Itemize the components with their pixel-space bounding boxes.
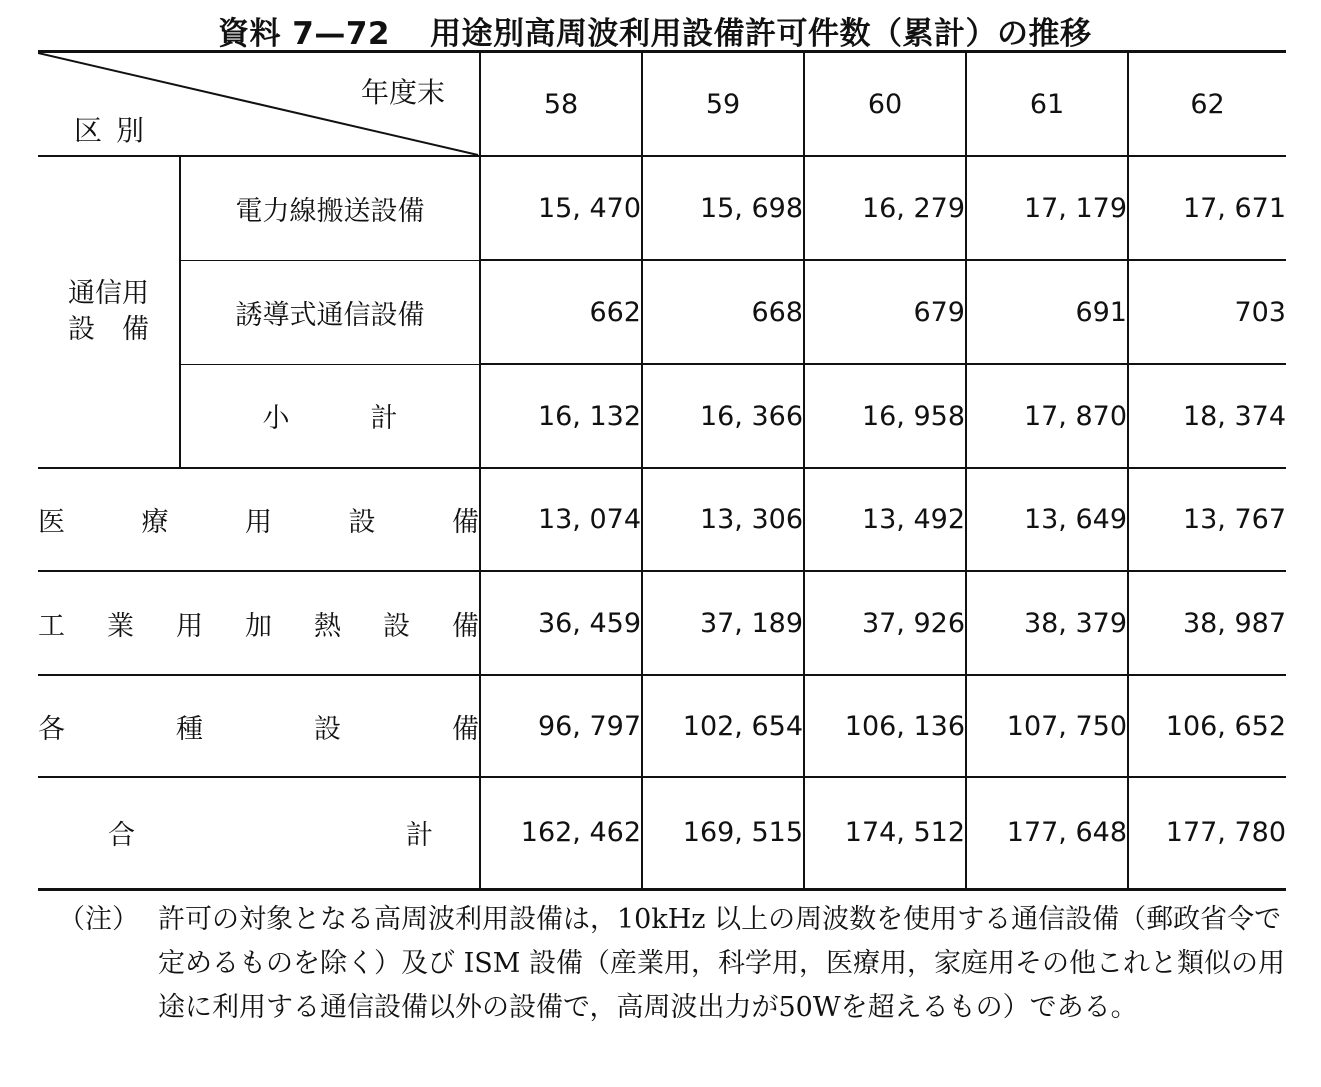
table-cell: 668 <box>642 260 804 364</box>
table-row <box>38 364 1286 468</box>
group-label-line1: 通信用 <box>68 278 149 309</box>
year-header: 60 <box>804 52 966 157</box>
row-label: 誘導式通信設備 <box>180 260 480 364</box>
table-cell: 16, 366 <box>642 364 804 468</box>
table-cell: 16, 279 <box>804 156 966 260</box>
table-cell: 17, 870 <box>966 364 1128 468</box>
table-cell: 37, 926 <box>804 571 966 675</box>
table-row <box>38 571 1286 675</box>
table-cell: 36, 459 <box>480 571 642 675</box>
table-cell: 13, 074 <box>480 468 642 571</box>
table-cell: 37, 189 <box>642 571 804 675</box>
table-cell: 13, 306 <box>642 468 804 571</box>
table-cell: 13, 492 <box>804 468 966 571</box>
table-cell: 102, 654 <box>642 675 804 777</box>
footnote-text: 許可の対象となる高周波利用設備は，10kHz 以上の周波数を使用する通信設備（郵政省令で定めるものを除く）及び ISM 設備（産業用，科学用，医療用，家庭用その他これと類似の用途に利用する通信設備以外の設備で，高周波出力が50Wを超えるもの）である。 <box>158 904 1285 1023</box>
group-label <box>38 156 180 468</box>
table-cell: 13, 649 <box>966 468 1128 571</box>
row-label: 各種設備 <box>38 675 480 777</box>
table-cell: 691 <box>966 260 1128 364</box>
table-row <box>38 675 1286 777</box>
page-title <box>218 8 1218 52</box>
footnote <box>58 898 1288 1030</box>
row-label: 工業用加熱設備 <box>38 571 480 675</box>
row-label: 小 計 <box>180 364 480 468</box>
table-cell: 38, 987 <box>1128 571 1286 675</box>
header-row <box>38 52 1286 157</box>
table-row <box>38 156 1286 260</box>
table-cell: 169, 515 <box>642 777 804 889</box>
row-label: 電力線搬送設備 <box>180 156 480 260</box>
table-cell: 662 <box>480 260 642 364</box>
table-cell: 679 <box>804 260 966 364</box>
table-cell: 38, 379 <box>966 571 1128 675</box>
table-cell: 177, 648 <box>966 777 1128 889</box>
table-cell: 13, 767 <box>1128 468 1286 571</box>
row-label: 医療用設備 <box>38 468 480 571</box>
table-cell: 107, 750 <box>966 675 1128 777</box>
table-cell: 96, 797 <box>480 675 642 777</box>
table-cell: 17, 671 <box>1128 156 1286 260</box>
table-cell: 162, 462 <box>480 777 642 889</box>
table-cell: 16, 132 <box>480 364 642 468</box>
footnote-mark: （注） <box>58 904 139 935</box>
table-cell: 106, 136 <box>804 675 966 777</box>
table-cell: 106, 652 <box>1128 675 1286 777</box>
row-label: 合計 <box>38 777 480 889</box>
table-cell: 174, 512 <box>804 777 966 889</box>
table-cell: 16, 958 <box>804 364 966 468</box>
year-header: 59 <box>642 52 804 157</box>
year-header: 62 <box>1128 52 1286 157</box>
document-code: 資料 7—72 <box>218 16 391 52</box>
year-header: 58 <box>480 52 642 157</box>
table-cell: 703 <box>1128 260 1286 364</box>
table-cell: 177, 780 <box>1128 777 1286 889</box>
year-header-label: 年度末 <box>360 76 445 109</box>
title-text: 用途別高周波利用設備許可件数（累計）の推移 <box>430 16 1092 52</box>
table-row <box>38 260 1286 364</box>
table-row <box>38 468 1286 571</box>
category-header-label: 区別 <box>74 114 159 147</box>
corner-cell <box>38 52 480 157</box>
permit-table <box>38 50 1286 891</box>
table-cell: 15, 470 <box>480 156 642 260</box>
table-cell: 18, 374 <box>1128 364 1286 468</box>
table-cell: 17, 179 <box>966 156 1128 260</box>
year-header: 61 <box>966 52 1128 157</box>
group-label-line2: 設 備 <box>68 314 149 345</box>
table-cell: 15, 698 <box>642 156 804 260</box>
total-row <box>38 777 1286 889</box>
